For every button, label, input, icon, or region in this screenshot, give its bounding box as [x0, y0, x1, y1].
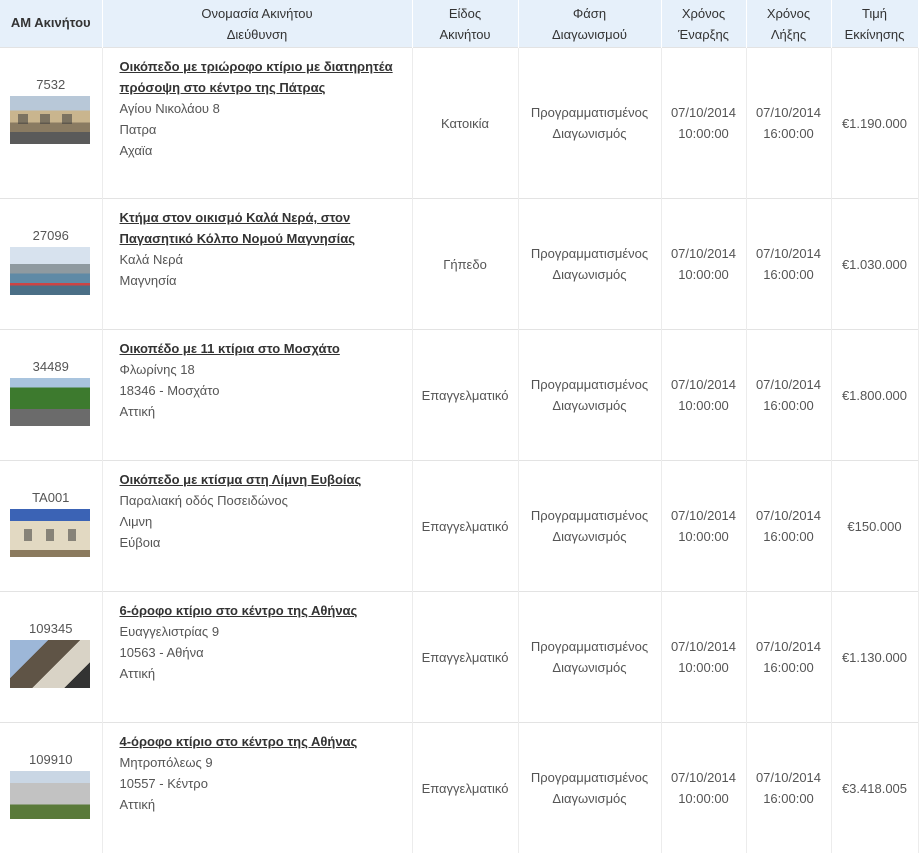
cell-phase: [518, 461, 661, 592]
cell-am: [0, 592, 102, 723]
phase-line2: Διαγωνισμός: [552, 398, 626, 413]
phase-line1: Προγραμματισμένος: [531, 377, 648, 392]
header-type[interactable]: [412, 0, 518, 48]
cell-am: [0, 723, 102, 853]
cell-start: [661, 723, 746, 853]
end-time: 16:00:00: [763, 660, 814, 675]
cell-start: [661, 48, 746, 199]
property-thumbnail[interactable]: [10, 640, 90, 688]
end-date: 07/10/2014: [756, 377, 821, 392]
cell-end: [746, 723, 831, 853]
cell-am: [0, 199, 102, 330]
phase-line2: Διαγωνισμός: [552, 791, 626, 806]
property-thumbnail[interactable]: [10, 247, 90, 295]
start-time: 10:00:00: [678, 529, 729, 544]
cell-price: €3.418.005: [831, 723, 918, 853]
cell-type: Επαγγελματικό: [412, 461, 518, 592]
phase-line2: Διαγωνισμός: [552, 529, 626, 544]
header-name[interactable]: [102, 0, 412, 48]
cell-type: Κατοικία: [412, 48, 518, 199]
start-date: 07/10/2014: [671, 639, 736, 654]
property-title-link[interactable]: 6-όροφο κτίριο στο κέντρο της Αθήνας: [120, 600, 406, 621]
cell-phase: [518, 723, 661, 853]
header-phase[interactable]: [518, 0, 661, 48]
address-line: Αγίου Νικολάου 8: [120, 98, 406, 119]
address-line: Αττική: [120, 401, 406, 422]
end-time: 16:00:00: [763, 791, 814, 806]
start-date: 07/10/2014: [671, 246, 736, 261]
property-title-link[interactable]: Οικόπεδο με τριώροφο κτίριο με διατηρητέα πρόσοψη στο κέντρο της Πάτρας: [120, 56, 406, 98]
cell-type: Γήπεδο: [412, 199, 518, 330]
address-line: Πατρα: [120, 119, 406, 140]
end-date: 07/10/2014: [756, 770, 821, 785]
phase-line2: Διαγωνισμός: [552, 267, 626, 282]
header-price-line2: Εκκίνησης: [845, 27, 905, 42]
end-time: 16:00:00: [763, 529, 814, 544]
cell-price: €1.130.000: [831, 592, 918, 723]
cell-phase: [518, 199, 661, 330]
header-end-line1: Χρόνος: [767, 6, 810, 21]
cell-am: [0, 48, 102, 199]
address-line: Εύβοια: [120, 532, 406, 553]
header-phase-line1: Φάση: [573, 6, 606, 21]
table-row: [0, 592, 918, 723]
start-time: 10:00:00: [678, 126, 729, 141]
address-line: 10563 - Αθήνα: [120, 642, 406, 663]
header-price-line1: Τιμή: [862, 6, 887, 21]
table-row: [0, 199, 918, 330]
property-code: TA001: [0, 487, 102, 508]
address-line: Καλά Νερά: [120, 249, 406, 270]
cell-price: €1.190.000: [831, 48, 918, 199]
property-title-link[interactable]: Οικόπεδο με κτίσμα στη Λίμνη Ευβοίας: [120, 469, 406, 490]
table-row: [0, 461, 918, 592]
cell-name: [102, 48, 412, 199]
property-code: 7532: [0, 74, 102, 95]
phase-line1: Προγραμματισμένος: [531, 105, 648, 120]
end-time: 16:00:00: [763, 398, 814, 413]
address-line: Μητροπόλεως 9: [120, 752, 406, 773]
end-date: 07/10/2014: [756, 639, 821, 654]
header-start[interactable]: [661, 0, 746, 48]
cell-phase: [518, 48, 661, 199]
header-am-label: ΑΜ Ακινήτου: [11, 15, 91, 30]
end-date: 07/10/2014: [756, 508, 821, 523]
property-title-link[interactable]: Οικοπέδο με 11 κτίρια στο Μοσχάτο: [120, 338, 406, 359]
address-line: Ευαγγελιστρίας 9: [120, 621, 406, 642]
address-line: Φλωρίνης 18: [120, 359, 406, 380]
property-thumbnail[interactable]: [10, 378, 90, 426]
property-code: 34489: [0, 356, 102, 377]
address-line: Αττική: [120, 663, 406, 684]
cell-end: [746, 592, 831, 723]
header-price[interactable]: [831, 0, 918, 48]
header-name-line1: Ονομασία Ακινήτου: [201, 6, 312, 21]
cell-name: [102, 592, 412, 723]
start-time: 10:00:00: [678, 398, 729, 413]
header-end[interactable]: [746, 0, 831, 48]
phase-line1: Προγραμματισμένος: [531, 508, 648, 523]
start-time: 10:00:00: [678, 791, 729, 806]
table-row: [0, 330, 918, 461]
cell-end: [746, 330, 831, 461]
cell-phase: [518, 330, 661, 461]
end-date: 07/10/2014: [756, 246, 821, 261]
start-time: 10:00:00: [678, 660, 729, 675]
cell-end: [746, 461, 831, 592]
cell-end: [746, 199, 831, 330]
cell-type: Επαγγελματικό: [412, 723, 518, 853]
phase-line2: Διαγωνισμός: [552, 660, 626, 675]
header-am[interactable]: [0, 0, 102, 48]
cell-name: [102, 199, 412, 330]
header-start-line1: Χρόνος: [682, 6, 725, 21]
address-line: Μαγνησία: [120, 270, 406, 291]
property-thumbnail[interactable]: [10, 96, 90, 144]
address-line: Αχαϊα: [120, 140, 406, 161]
phase-line1: Προγραμματισμένος: [531, 639, 648, 654]
header-name-line2: Διεύθυνση: [227, 27, 288, 42]
header-end-line2: Λήξης: [771, 27, 806, 42]
cell-price: €1.800.000: [831, 330, 918, 461]
start-date: 07/10/2014: [671, 377, 736, 392]
property-code: 109345: [0, 618, 102, 639]
end-time: 16:00:00: [763, 267, 814, 282]
header-type-line1: Είδος: [449, 6, 481, 21]
header-type-line2: Ακινήτου: [439, 27, 490, 42]
cell-type: Επαγγελματικό: [412, 592, 518, 723]
header-phase-line2: Διαγωνισμού: [552, 27, 627, 42]
header-start-line2: Έναρξης: [678, 27, 729, 42]
property-thumbnail[interactable]: [10, 771, 90, 819]
address-line: Αττική: [120, 794, 406, 815]
address-line: 10557 - Κέντρο: [120, 773, 406, 794]
start-date: 07/10/2014: [671, 105, 736, 120]
cell-name: [102, 723, 412, 853]
property-code: 27096: [0, 225, 102, 246]
start-time: 10:00:00: [678, 267, 729, 282]
cell-start: [661, 199, 746, 330]
address-line: Λιμνη: [120, 511, 406, 532]
property-title-link[interactable]: 4-όροφο κτίριο στο κέντρο της Αθήνας: [120, 731, 406, 752]
table-row: [0, 48, 918, 199]
property-code: 109910: [0, 749, 102, 770]
cell-start: [661, 330, 746, 461]
table-header-row: [0, 0, 918, 48]
cell-price: €150.000: [831, 461, 918, 592]
phase-line1: Προγραμματισμένος: [531, 246, 648, 261]
cell-name: [102, 330, 412, 461]
end-date: 07/10/2014: [756, 105, 821, 120]
cell-end: [746, 48, 831, 199]
cell-start: [661, 592, 746, 723]
end-time: 16:00:00: [763, 126, 814, 141]
address-line: Παραλιακή οδός Ποσειδώνος: [120, 490, 406, 511]
cell-am: [0, 330, 102, 461]
cell-price: €1.030.000: [831, 199, 918, 330]
cell-start: [661, 461, 746, 592]
cell-name: [102, 461, 412, 592]
address-line: 18346 - Μοσχάτο: [120, 380, 406, 401]
cell-phase: [518, 592, 661, 723]
start-date: 07/10/2014: [671, 508, 736, 523]
phase-line1: Προγραμματισμένος: [531, 770, 648, 785]
table-row: [0, 723, 918, 853]
cell-type: Επαγγελματικό: [412, 330, 518, 461]
cell-am: [0, 461, 102, 592]
start-date: 07/10/2014: [671, 770, 736, 785]
property-thumbnail[interactable]: [10, 509, 90, 557]
property-title-link[interactable]: Κτήμα στον οικισμό Καλά Νερά, στον Παγασητικό Κόλπο Νομού Μαγνησίας: [120, 207, 406, 249]
phase-line2: Διαγωνισμός: [552, 126, 626, 141]
